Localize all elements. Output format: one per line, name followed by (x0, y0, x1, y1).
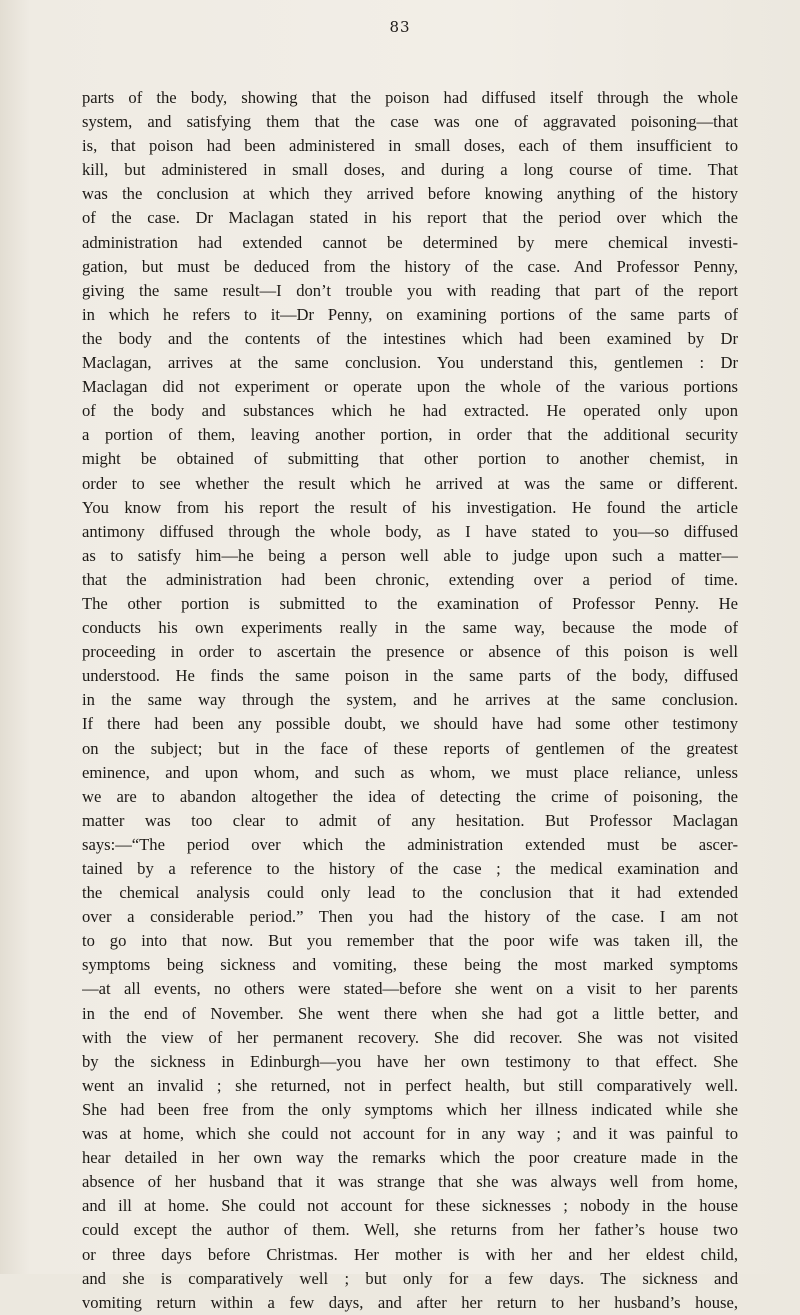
text-line: went an invalid ; she returned, not in perfect health, but still comparatively well. (82, 1075, 738, 1095)
text-line: Maclagan did not experiment or operate upon the whole of the various portions (82, 377, 738, 397)
text-line: order to see whether the result which he arrived at was the same or different. (82, 473, 738, 493)
text-line: as to satisfy him—he being a person well able to judge upon such a matter— (82, 545, 738, 565)
text-line: that the administration had been chronic, extending over a period of time. (82, 569, 738, 589)
body-text (82, 86, 738, 1315)
text-line: and she is comparatively well ; but only for a few days. The sickness and (82, 1268, 738, 1288)
text-line: matter was too clear to admit of any hesitation. But Professor Maclagan (82, 810, 738, 830)
text-line: over a considerable period.” Then you had the history of the case. I am not (82, 907, 738, 927)
text-line: in the end of November. She went there when she had got a little better, and (82, 1003, 738, 1023)
text-line: tained by a reference to the history of the case ; the medical examination and (82, 859, 738, 878)
text-line: might be obtained of submitting that other portion to another chemist, in (82, 449, 738, 469)
text-line: in which he refers to it—Dr Penny, on examining portions of the same parts of (82, 304, 738, 324)
text-line: proceeding in order to ascertain the presence or absence of this poison is well (82, 642, 738, 662)
text-line: with the view of her permanent recovery. She did recover. She was not visited (82, 1027, 738, 1047)
text-line: in the same way through the system, and he arrives at the same conclusion. (82, 690, 738, 710)
text-line: —at all events, no others were stated—before she went on a visit to her parents (82, 979, 738, 999)
text-line: the body and the contents of the intestines which had been examined by Dr (82, 328, 738, 348)
text-line: or three days before Christmas. Her mother is with her and her eldest child, (82, 1244, 738, 1264)
text-line: understood. He finds the same poison in the same parts of the body, diffused (82, 666, 738, 686)
text-line: eminence, and upon whom, and such as whom, we must place reliance, unless (82, 762, 738, 782)
text-line: and ill at home. She could not account for these sicknesses ; nobody in the house (82, 1196, 738, 1216)
text-line: system, and satisfying them that the case was one of aggravated poisoning—that (82, 112, 738, 132)
text-line: on the subject; but in the face of these reports of gentlemen of the greatest (82, 738, 738, 758)
text-line: conducts his own experiments really in the same way, because the mode of (82, 618, 738, 638)
text-line: parts of the body, showing that the poison had diffused itself through the whole (82, 88, 738, 107)
text-line: Maclagan, arrives at the same conclusion. You understand this, gentlemen : Dr (82, 353, 738, 373)
text-line: we are to abandon altogether the idea of detecting the crime of poisoning, the (82, 786, 738, 806)
text-line: gation, but must be deduced from the history of the case. And Professor Penny, (82, 256, 738, 276)
text-line: absence of her husband that it was strange that she was always well from home, (82, 1172, 738, 1192)
text-line: symptoms being sickness and vomiting, these being the most marked symptoms (82, 955, 738, 975)
text-line: the chemical analysis could only lead to the conclusion that it had extended (82, 883, 738, 903)
text-line: by the sickness in Edinburgh—you have her own testimony to that effect. She (82, 1051, 738, 1071)
page-number: 83 (389, 18, 411, 36)
text-line: vomiting return within a few days, and after her return to her husband’s house, (82, 1292, 738, 1312)
text-line: antimony diffused through the whole body, as I have stated to you—so diffused (82, 521, 738, 541)
text-line: kill, but administered in small doses, and during a long course of time. That (82, 160, 738, 180)
text-line: hear detailed in her own way the remarks which the poor creature made in the (82, 1148, 738, 1168)
text-line: was at home, which she could not account for in any way ; and it was painful to (82, 1124, 738, 1144)
text-line: giving the same result—I don’t trouble you with reading that part of the report (82, 280, 738, 300)
text-line: of the case. Dr Maclagan stated in his report that the period over which the (82, 208, 738, 228)
text-line: says:—“The period over which the administration extended must be ascer- (82, 834, 738, 854)
text-line: is, that poison had been administered in small doses, each of them insufficient to (82, 136, 738, 156)
text-line: You know from his report the result of his investigation. He found the article (82, 497, 738, 517)
text-line: If there had been any possible doubt, we should have had some other testimony (82, 714, 738, 734)
text-line: The other portion is submitted to the examination of Professor Penny. He (82, 593, 738, 613)
text-line: She had been free from the only symptoms which her illness indicated while she (82, 1099, 738, 1119)
text-line: a portion of them, leaving another portion, in order that the additional security (82, 425, 738, 445)
text-line: was the conclusion at which they arrived before knowing anything of the history (82, 184, 738, 204)
text-line: administration had extended cannot be determined by mere chemical investi- (82, 232, 738, 252)
text-line: could except the author of them. Well, she returns from her father’s house two (82, 1220, 738, 1240)
text-line: of the body and substances which he had extracted. He operated only upon (82, 401, 738, 421)
text-line: to go into that now. But you remember that the poor wife was taken ill, the (82, 931, 738, 951)
